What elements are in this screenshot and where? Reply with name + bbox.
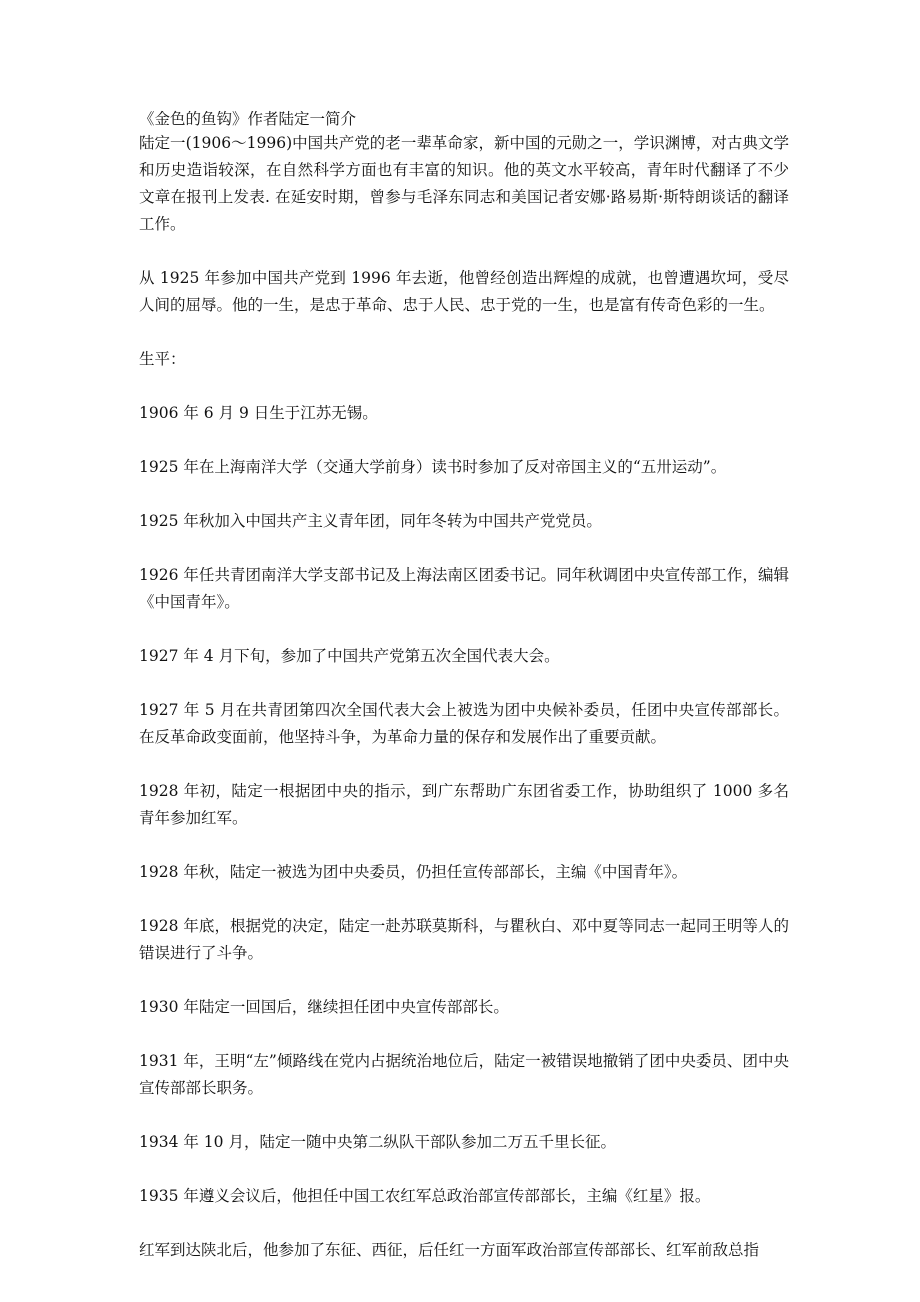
timeline-item: 红军到达陕北后，他参加了东征、西征，后任红一方面军政治部宣传部部长、红军前敌总指 bbox=[139, 1241, 760, 1259]
document-page bbox=[139, 108, 789, 1264]
timeline-item: 1930 年陆定一回国后，继续担任团中央宣传部部长。 bbox=[139, 998, 509, 1016]
section-heading-biography: 生平： bbox=[139, 350, 186, 368]
timeline-item: 1906 年 6 月 9 日生于江苏无锡。 bbox=[139, 404, 378, 422]
timeline-item: 1928 年初，陆定一根据团中央的指示，到广东帮助广东团省委工作，协助组织了 1000 多名青年参加红军。 bbox=[139, 782, 789, 827]
timeline-item: 1927 年 4 月下旬，参加了中国共产党第五次全国代表大会。 bbox=[139, 647, 560, 665]
paragraph-intro: 陆定一(1906～1996)中国共产党的老一辈革命家，新中国的元勋之一，学识渊博，对古典文学和历史造诣较深，在自然科学方面也有丰富的知识。他的英文水平较高，青年时代翻译了不少文章在报刊上发表. 在延安时期，曾参与毛泽东同志和美国记者安娜·路易斯·斯特朗谈话的翻译工作。 bbox=[139, 134, 789, 233]
timeline-item: 1928 年底，根据党的决定，陆定一赴苏联莫斯科，与瞿秋白、邓中夏等同志一起同王明等人的错误进行了斗争。 bbox=[139, 917, 789, 962]
timeline-item: 1926 年任共青团南洋大学支部书记及上海法南区团委书记。同年秋调团中央宣传部工作，编辑《中国青年》。 bbox=[139, 566, 789, 611]
timeline-item: 1925 年在上海南洋大学（交通大学前身）读书时参加了反对帝国主义的“五卅运动”。 bbox=[139, 458, 727, 476]
paragraph-summary: 从 1925 年参加中国共产党到 1996 年去逝，他曾经创造出辉煌的成就，也曾遭遇坎坷，受尽人间的屈辱。他的一生，是忠于革命、忠于人民、忠于党的一生，也是富有传奇色彩的一生。 bbox=[139, 269, 789, 314]
timeline-item: 1925 年秋加入中国共产主义青年团，同年冬转为中国共产党党员。 bbox=[139, 512, 602, 530]
timeline-item: 1935 年遵义会议后，他担任中国工农红军总政治部宣传部部长，主编《红星》报。 bbox=[139, 1187, 711, 1205]
timeline-item: 1931 年，王明“左”倾路线在党内占据统治地位后，陆定一被错误地撤销了团中央委员、团中央宣传部部长职务。 bbox=[139, 1052, 789, 1097]
document-title: 《金色的鱼钩》作者陆定一简介 bbox=[139, 110, 357, 128]
timeline-item: 1928 年秋，陆定一被选为团中央委员，仍担任宣传部部长，主编《中国青年》。 bbox=[139, 863, 688, 881]
timeline-item: 1934 年 10 月，陆定一随中央第二纵队干部队参加二万五千里长征。 bbox=[139, 1133, 616, 1151]
timeline-item: 1927 年 5 月在共青团第四次全国代表大会上被选为团中央候补委员，任团中央宣传部部长。在反革命政变面前，他坚持斗争，为革命力量的保存和发展作出了重要贡献。 bbox=[139, 701, 789, 746]
